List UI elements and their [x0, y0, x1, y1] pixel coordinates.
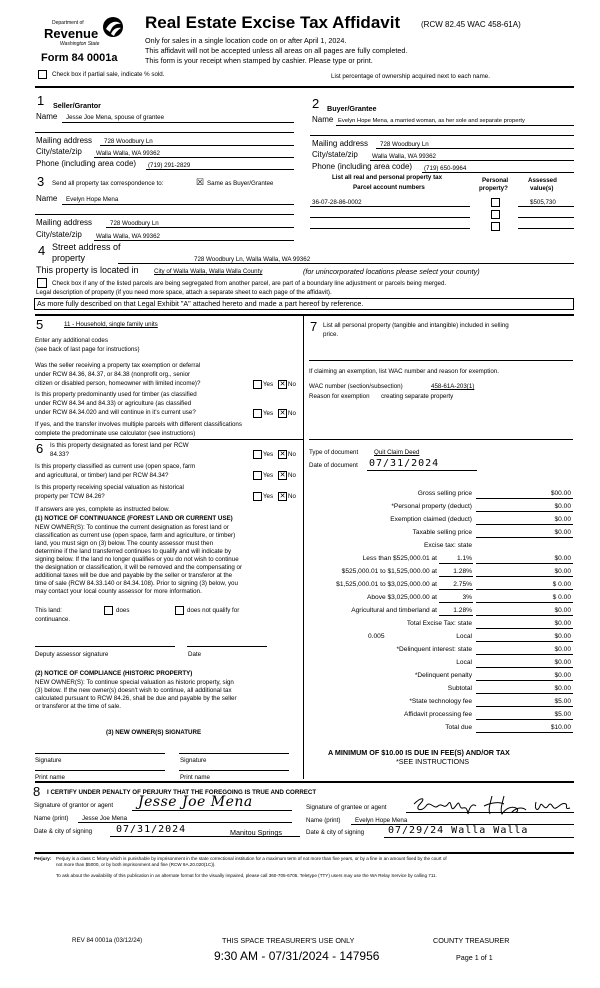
grantor-print-label: Name (print) — [34, 815, 69, 822]
historic-no-checkbox[interactable]: ✕ — [279, 493, 286, 500]
grantee-print-field[interactable]: Evelyn Hope Mena — [355, 817, 408, 824]
does-qualify-label: does — [116, 607, 130, 614]
historic-question-b: property per TCW 84.26? — [35, 493, 105, 500]
assessed-heading-2: value(s) — [530, 185, 554, 192]
deputy-signature-label: Deputy assessor signature — [35, 651, 109, 658]
buyer-name-label: Name — [312, 115, 334, 124]
seller-mailing-field[interactable]: 728 Woodbury Ln — [104, 138, 153, 145]
tax-row-value[interactable]: $ 0.00 — [552, 594, 571, 601]
tax-row-label: Less than $525,000.01 at — [362, 555, 437, 562]
buyer-phone-line — [422, 172, 574, 173]
if-yes-instruction: If answers are yes, complete as instructed below. — [35, 506, 170, 513]
personal-heading-1: Personal — [482, 177, 509, 184]
current-use-question-a: Is this property classified as current use (open space, farm — [35, 463, 196, 470]
notice-1-line: signing below. If the land no longer qualifies or you do not wish to continue — [35, 556, 239, 563]
page-number: Page 1 of 1 — [456, 953, 493, 962]
located-in-field[interactable]: City of Walla Walla, Walla Walla County — [154, 268, 263, 275]
buyer-mailing-label: Mailing address — [312, 139, 369, 148]
percent-label: List percentage of ownership acquired next to each name. — [331, 73, 490, 80]
tax-row-rate: 1.28% — [453, 607, 472, 614]
section-4-divider — [35, 314, 574, 316]
alternate-format-note: To ask about the availability of this publication in an alternate format for the visually impaired, please call 360-705-6705. Teletype (TTY) users may use the WA Relay Service by calling 711. — [56, 873, 437, 878]
correspondence-city-line — [94, 240, 294, 241]
seller-blank-line — [35, 132, 294, 133]
grantee-date-label: Date & city of signing — [306, 829, 365, 836]
tax-row-value[interactable]: $0.00 — [554, 685, 571, 692]
correspondence-city-label: City/state/zip — [36, 230, 82, 239]
timber-no-checkbox[interactable]: ✕ — [279, 410, 286, 417]
notice-2-line: calculated pursuant to RCW 84.26, shall be due and payable by the seller — [35, 695, 237, 702]
forest-no-label: No — [288, 451, 296, 458]
tax-row-line — [476, 680, 573, 681]
exemption-divider — [309, 439, 573, 440]
form-number: Form 84 0001a — [41, 52, 118, 64]
perjury-label: Perjury: — [34, 856, 52, 861]
forest-no-checkbox[interactable]: ✕ — [279, 451, 286, 458]
section-1-number: 1 — [37, 93, 45, 108]
forest-yes-checkbox[interactable] — [253, 450, 262, 459]
legal-label: Legal description of property (if you need more space, attach a separate sheet to each page of the affidavit). — [36, 289, 332, 296]
partial-sale-label: Check box if partial sale, indicate % sold. — [52, 71, 165, 78]
partial-sale-checkbox[interactable] — [38, 70, 47, 79]
notice-1-line: may contact your local county assessor for more information. — [35, 588, 202, 595]
tax-rate-line — [439, 576, 473, 577]
grantor-signature[interactable]: Jesse Joe Mena — [138, 794, 253, 810]
tax-row-value[interactable]: $ 0.00 — [552, 581, 571, 588]
tax-row-rate: 0.005 — [368, 633, 385, 640]
tax-rate-line — [439, 615, 473, 616]
historic-yes-label: Yes — [263, 493, 274, 500]
header-divider — [35, 86, 574, 88]
tax-row-value[interactable]: $00.00 — [550, 490, 571, 497]
send-correspondence-label: Send all property tax correspondence to: — [52, 180, 164, 187]
correspondence-mailing-label: Mailing address — [36, 218, 93, 227]
timber-question-b: under RCW 84.34 and 84.33) or agriculture (as classified — [35, 400, 192, 407]
personal-property-checkbox-2[interactable] — [491, 210, 500, 219]
section-8-divider — [35, 852, 574, 854]
tax-row-label: *State technology fee — [409, 698, 472, 705]
grantee-signature-line — [406, 812, 574, 813]
same-as-buyer-checkbox[interactable]: ☒ — [196, 177, 205, 187]
notice-1-line: NEW OWNER(S): To continue the current designation as forest land or — [35, 524, 229, 531]
grantee-date-field[interactable]: 07/29/24 Walla Walla — [388, 825, 529, 836]
tax-row-rate: 1.1% — [456, 555, 472, 562]
correspondence-city-field[interactable]: Walla Walla, WA 99362 — [96, 233, 160, 240]
exemption-question-b: under RCW 84.36, 84.37, or 84.38 (nonprofit org., senior — [35, 371, 191, 378]
correspondence-name-label: Name — [36, 194, 58, 203]
new-owner-print-line-2 — [179, 770, 289, 771]
personal-heading-2: property? — [479, 185, 508, 192]
perjury-text-2: not more than $5000, or by both imprisonment and fine (RCW 9A.20.020(1C)). — [56, 862, 216, 867]
notice-1-line: additional taxes will be due and payable by the seller or transferor at the — [35, 572, 233, 579]
tax-row-value[interactable]: $5.00 — [554, 711, 571, 718]
revision-label: REV 84 0001a (03/12/24) — [72, 937, 143, 944]
section-3-number: 3 — [37, 174, 45, 189]
tax-row-line — [476, 641, 573, 642]
correspondence-blank-line — [35, 214, 294, 215]
reason-field[interactable]: creating separate property — [381, 393, 454, 400]
tax-row-value[interactable]: $0.00 — [554, 568, 571, 575]
does-not-qualify-label: does not qualify for — [187, 607, 240, 614]
grantee-signature-label: Signature of grantee or agent — [306, 804, 387, 811]
buyer-city-label: City/state/zip — [312, 150, 358, 159]
additional-codes-label: Enter any additional codes — [35, 337, 108, 344]
personal-property-line — [309, 360, 573, 361]
document-type-field[interactable]: Quit Claim Deed — [374, 449, 420, 456]
property-street-line — [118, 263, 574, 264]
assessed-heading-1: Assessed — [528, 177, 557, 184]
section-7-number: 7 — [310, 319, 318, 334]
timber-no-label: No — [288, 410, 296, 417]
tax-row-rate: 3% — [462, 594, 472, 601]
tax-row-value[interactable]: $0.00 — [554, 529, 571, 536]
does-qualify-checkbox[interactable] — [104, 606, 113, 615]
continuance-label: continuance. — [35, 616, 71, 623]
parcel-number-field[interactable]: 36-07-28-86-0002 — [312, 199, 362, 206]
correspondence-mailing-line — [106, 227, 294, 228]
section-5-number: 5 — [36, 317, 44, 332]
parcel-heading-2: Parcel account numbers — [353, 184, 425, 191]
assessed-line-1 — [518, 206, 574, 207]
deputy-date-line — [187, 646, 267, 647]
new-owner-signature-line-1 — [35, 753, 165, 754]
treasurer-use-label: THIS SPACE TREASURER'S USE ONLY — [222, 936, 355, 945]
section-5-divider — [35, 439, 303, 440]
tax-row-line — [476, 693, 573, 694]
personal-property-instruction-1: List all personal property (tangible and intangible) included in selling — [323, 322, 509, 329]
forest-yes-label: Yes — [263, 451, 274, 458]
tax-row-rate: 1.28% — [453, 568, 472, 575]
new-owner-signature-label-1: Signature — [35, 757, 62, 764]
grantor-signature-line — [132, 810, 292, 811]
current-use-no-checkbox[interactable]: ✕ — [279, 472, 286, 479]
exemption-no-label: No — [288, 381, 296, 388]
tax-row-label: Subtotal — [447, 685, 472, 692]
tax-row-line — [476, 654, 573, 655]
new-owner-print-label-1: Print name — [35, 774, 65, 781]
tax-row-label: *Delinquent penalty — [414, 672, 472, 679]
tax-row-label: Agricultural and timberland at — [351, 607, 437, 614]
wac-number-label: WAC number (section/subsection) — [309, 383, 403, 390]
correspondence-mailing-field[interactable]: 728 Woodbury Ln — [110, 220, 159, 227]
notice-1-line: determine if the land transferred continues to qualify and will indicate by — [35, 548, 232, 555]
document-date-label: Date of document — [309, 462, 358, 469]
grantor-print-line — [78, 822, 292, 823]
historic-question-a: Is this property receiving special valuation as historical — [35, 484, 184, 491]
tax-row-value[interactable]: $0.00 — [554, 659, 571, 666]
tax-row-label: Total due — [445, 724, 472, 731]
section-7-divider — [35, 781, 574, 783]
exemption-question-c: citizen or disabled person, homeowner with limited income)? — [35, 380, 201, 387]
exemption-yes-checkbox[interactable] — [253, 380, 262, 389]
seller-heading: Seller/Grantor — [53, 101, 101, 110]
grantee-signature[interactable] — [408, 792, 574, 818]
seller-mailing-line — [100, 145, 294, 146]
use-code-field[interactable]: 11 - Household, single family units — [64, 321, 158, 328]
tax-row-label: *Delinquent interest: state — [396, 646, 472, 653]
street-label-1: Street address of — [52, 242, 121, 252]
personal-property-instruction-2: price. — [323, 331, 339, 338]
forest-question-a: Is this property designated as forest land per RCW — [50, 442, 189, 449]
reason-label: Reason for exemption — [309, 393, 370, 400]
tax-row-value[interactable]: $0.00 — [554, 672, 571, 679]
perjury-text-1: Perjury is a class C felony which is punishable by imprisonment in the state correctional institution for a maximum term of not more than five years, or by a fine in an amount fixed by the court of — [56, 856, 447, 861]
tax-row-line — [476, 732, 573, 733]
new-owner-print-line-1 — [35, 770, 165, 771]
this-land-label: This land: — [35, 607, 62, 614]
tax-row-line — [476, 706, 573, 707]
grantee-print-label: Name (print) — [306, 817, 341, 824]
timber-question-a: Is this property predominantly used for timber (as classified — [35, 391, 197, 398]
tax-row-line — [476, 511, 573, 512]
tax-row-label: Total Excise Tax: state — [406, 620, 472, 627]
notice-1-line: land, you must sign on (3) below. The county assessor must then — [35, 540, 214, 547]
document-date-field[interactable]: 07/31/2024 — [369, 458, 440, 469]
located-in-label: This property is located in — [36, 265, 139, 275]
current-use-question-b: and agricultural, or timber) land per RCW 84.34? — [35, 472, 169, 479]
header-note-2: This affidavit will not be accepted unless all areas on all pages are fully completed. — [145, 46, 408, 55]
document-date-line — [367, 470, 477, 471]
assessed-value-field[interactable]: $505,730 — [530, 199, 556, 206]
form-title: Real Estate Excise Tax Affidavit — [145, 13, 401, 32]
seller-phone-line — [146, 169, 294, 170]
deputy-date-label: Date — [188, 651, 202, 658]
legal-description-field[interactable]: As more fully described on that Legal Exhibit "A" attached hereto and made a part hereof by reference. — [34, 298, 574, 310]
seller-name-line — [62, 122, 294, 123]
tax-row-line — [476, 563, 573, 564]
exemption-instruction: If claiming an exemption, list WAC number and reason for exemption. — [309, 368, 499, 375]
correspondence-name-field[interactable]: Evelyn Hope Mena — [66, 196, 119, 203]
tax-row-value[interactable]: $0.00 — [554, 503, 571, 510]
buyer-phone-label: Phone (including area code) — [312, 162, 413, 171]
buyer-city-field[interactable]: Walla Walla, WA 99362 — [372, 153, 436, 160]
seller-city-field[interactable]: Walla Walla, WA 99362 — [96, 150, 160, 157]
buyer-mailing-line — [376, 148, 574, 149]
form-statute: (RCW 82.45 WAC 458-61A) — [421, 20, 521, 29]
tax-row-label: Local — [456, 659, 472, 666]
see-instructions: *SEE INSTRUCTIONS — [396, 757, 470, 766]
tax-row-label: Local — [456, 633, 472, 640]
buyer-phone-field[interactable]: (719) 650-9964 — [424, 165, 467, 172]
county-treasurer-label: COUNTY TREASURER — [433, 936, 510, 945]
tax-row-value[interactable]: $0.00 — [554, 607, 571, 614]
seller-name-label: Name — [36, 112, 58, 121]
correspondence-name-line — [62, 204, 294, 205]
seller-city-label: City/state/zip — [36, 147, 82, 156]
forest-question-b: 84.33? — [50, 451, 69, 458]
tax-row-label: *Personal property (deduct) — [391, 503, 472, 510]
seller-phone-label: Phone (including area code) — [36, 159, 137, 168]
same-as-buyer-label: Same as Buyer/Grantee — [207, 180, 274, 187]
column-divider — [303, 316, 304, 779]
tax-row-value[interactable]: $0.00 — [554, 516, 571, 523]
grantor-signature-label: Signature of grantor or agent — [34, 802, 114, 809]
new-owner-signature-heading: (3) NEW OWNER(S) SIGNATURE — [106, 729, 202, 736]
current-use-yes-checkbox[interactable] — [253, 471, 262, 480]
assessed-line-2 — [518, 217, 574, 218]
tax-row-value[interactable]: $0.00 — [554, 555, 571, 562]
tax-row-rate: 2.75% — [453, 581, 472, 588]
multiple-parcels-note-b: complete the predominate use calculator (see instructions) — [35, 430, 196, 437]
tax-rate-line — [439, 563, 473, 564]
notice-2-line: (3) below. If the new owner(s) doesn't wish to continue, all additional tax — [35, 687, 232, 694]
new-owner-print-label-2: Print name — [180, 774, 210, 781]
grantor-date-label: Date & city of signing — [34, 828, 93, 835]
tax-row-line — [476, 667, 573, 668]
tax-row-line — [476, 719, 573, 720]
additional-codes-note: (see back of last page for instructions) — [35, 346, 140, 353]
notice-1-line: time of sale (RCW 84.33.140 or 84.34.108). Prior to signing (3) below, you — [35, 580, 238, 587]
personal-property-checkbox-3[interactable] — [491, 222, 500, 231]
section-2-number: 2 — [312, 96, 320, 111]
grantor-print-field[interactable]: Jesse Joe Mena — [82, 815, 128, 822]
wac-number-field[interactable]: 458-61A-203(1) — [431, 383, 475, 390]
section-8-number: 8 — [33, 784, 41, 799]
timber-yes-checkbox[interactable] — [253, 409, 262, 418]
tax-row-value[interactable]: $5.00 — [554, 698, 571, 705]
assessed-line-3 — [518, 228, 574, 229]
section-4-number: 4 — [38, 243, 46, 258]
deputy-signature-line — [35, 646, 175, 647]
notice-2-line: NEW OWNER(S): To continue special valuation as historic property, sign — [35, 679, 234, 686]
tax-row-value[interactable]: $0.00 — [554, 620, 571, 627]
historic-no-label: No — [288, 493, 296, 500]
parcel-line-1 — [310, 206, 470, 207]
tax-row-value[interactable]: $0.00 — [554, 633, 571, 640]
seller-phone-field[interactable]: (719) 291-2829 — [148, 162, 191, 169]
tax-row-label: $525,000.01 to $1,525,000.00 at — [341, 568, 437, 575]
tax-row-label: Excise tax: state — [423, 542, 472, 549]
tax-row-line — [476, 498, 573, 499]
header-note-1: Only for sales in a single location code on or after April 1, 2024. — [145, 36, 347, 45]
tax-row-label: Taxable selling price — [412, 529, 472, 536]
tax-row-line — [476, 628, 573, 629]
buyer-blank-line — [310, 135, 574, 136]
multiple-parcels-note-a: If yes, and the transfer involves multiple parcels with different classifications — [35, 421, 242, 428]
property-street-field[interactable]: 728 Woodbury Ln, Walla Walla, WA 99362 — [194, 256, 311, 263]
header-note-3: This form is your receipt when stamped by cashier. Please type or print. — [145, 56, 373, 65]
exemption-yes-label: Yes — [263, 381, 274, 388]
tax-row-value[interactable]: $10.00 — [550, 724, 571, 731]
street-label-2: property — [52, 253, 86, 263]
tax-row-value[interactable]: $0.00 — [554, 646, 571, 653]
tax-row-line — [476, 537, 573, 538]
tax-row-line — [476, 576, 573, 577]
located-note: (for unincorporated locations please select your county) — [303, 267, 480, 276]
notice-1-title: (1) NOTICE OF CONTINUANCE (FOREST LAND OR CURRENT USE) — [35, 515, 233, 522]
tax-row-line — [476, 589, 573, 590]
tax-row-line — [476, 524, 573, 525]
tax-row-label: Exemption claimed (deduct) — [390, 516, 472, 523]
exemption-no-checkbox[interactable]: ✕ — [279, 381, 286, 388]
receipt-stamp: 9:30 AM - 07/31/2024 - 147956 — [214, 949, 380, 963]
notice-1-line: the designation or classification, it will be removed and the compensating or — [35, 564, 243, 571]
parcel-line-2 — [310, 217, 470, 218]
parcel-heading-1: List all real and personal property tax — [332, 174, 443, 181]
tax-row-line — [476, 602, 573, 603]
section-6-number: 6 — [36, 441, 44, 456]
personal-property-checkbox-1[interactable] — [491, 198, 500, 207]
buyer-name-line — [336, 125, 574, 126]
notice-2-line: or transferor at the time of sale. — [35, 703, 121, 710]
exemption-question-a: Was the seller receiving a property tax exemption or deferral — [35, 362, 201, 369]
tax-row-label: Affidavit processing fee — [403, 711, 472, 718]
seller-name-field[interactable]: Jesse Joe Mena, spouse of grantee — [66, 114, 165, 121]
minimum-due-notice: A MINIMUM OF $10.00 IS DUE IN FEE(S) AND/OR TAX — [328, 748, 510, 757]
dept-of: Department of — [52, 20, 84, 26]
certify-statement: I CERTIFY UNDER PENALTY OF PERJURY THAT THE FOREGOING IS TRUE AND CORRECT — [47, 789, 317, 796]
notice-2-title: (2) NOTICE OF COMPLIANCE (HISTORIC PROPERTY) — [35, 670, 193, 677]
timber-yes-label: Yes — [263, 410, 274, 417]
segregated-label: Check box if any of the listed parcels are being segregated from another parcel, are part of a boundary line adjustment or parcels being merged. — [52, 280, 447, 287]
buyer-mailing-field[interactable]: 728 Woodbury Ln — [380, 141, 429, 148]
new-owner-signature-label-2: Signature — [180, 757, 207, 764]
new-owner-signature-line-2 — [179, 753, 289, 754]
tax-row-line — [476, 615, 573, 616]
dept-name: Revenue — [44, 26, 99, 41]
buyer-heading: Buyer/Grantee — [327, 104, 377, 113]
revenue-swirl-icon — [102, 15, 124, 39]
seller-mailing-label: Mailing address — [36, 136, 93, 145]
timber-question-c: under RCW 84.34.020 and will continue in it's current use? — [35, 409, 196, 416]
parcel-line-3 — [310, 228, 470, 229]
grantee-date-line — [384, 837, 574, 838]
segregated-checkbox[interactable] — [37, 278, 47, 288]
notice-1-line: classification as current use (open space, farm and agriculture, or timber) — [35, 532, 236, 539]
document-type-label: Type of document — [309, 449, 359, 456]
buyer-name-field[interactable]: Evelyn Hope Mena, a married woman, as her sole and separate property — [338, 118, 525, 124]
seller-city-line — [94, 157, 294, 158]
tax-row-label: Above $3,025,000.00 at — [366, 594, 437, 601]
grantor-city-field[interactable]: Manitou Springs — [230, 828, 282, 837]
tax-rate-line — [439, 589, 473, 590]
dept-state: Washington State — [60, 41, 100, 47]
tax-row-label: $1,525,000.01 to $3,025,000.00 at — [336, 581, 437, 588]
current-use-yes-label: Yes — [263, 472, 274, 479]
grantor-date-field[interactable]: 07/31/2024 — [116, 824, 187, 835]
buyer-city-line — [370, 160, 574, 161]
current-use-no-label: No — [288, 472, 296, 479]
tax-row-label: Gross selling price — [417, 490, 472, 497]
grantor-date-line — [110, 836, 300, 837]
does-not-qualify-checkbox[interactable] — [175, 606, 184, 615]
tax-rate-line — [439, 602, 473, 603]
historic-yes-checkbox[interactable] — [253, 492, 262, 501]
